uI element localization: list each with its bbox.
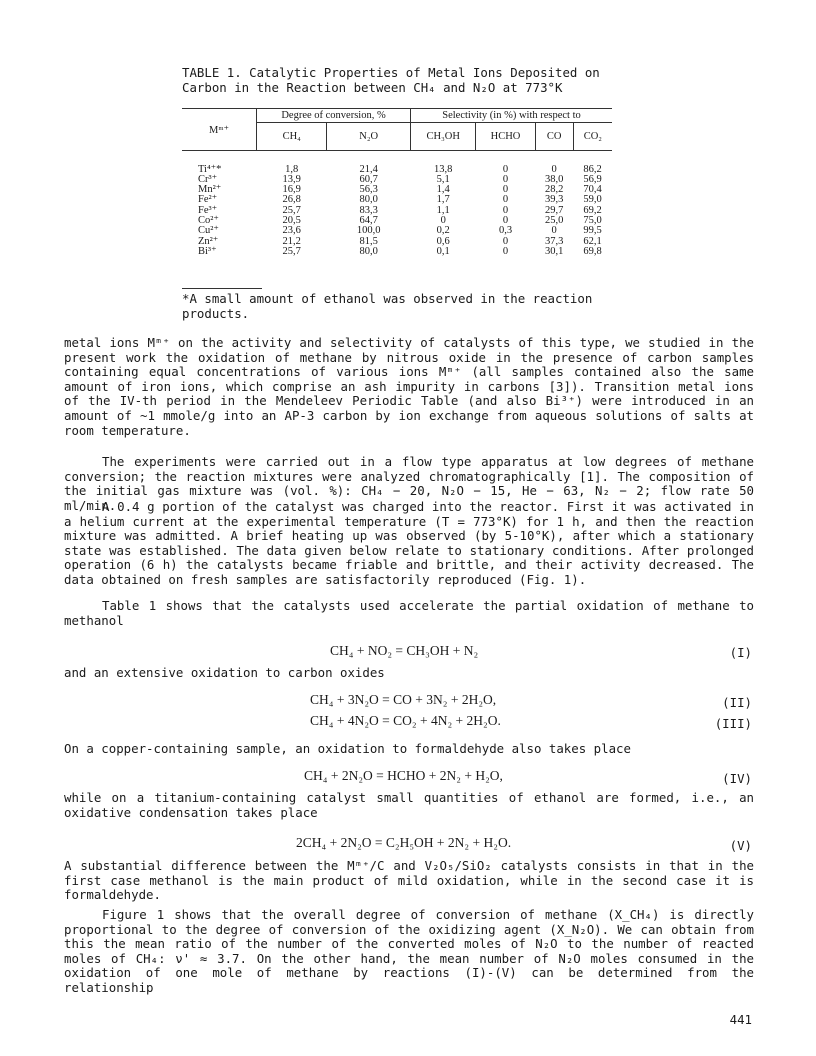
cell-value: 83,3 [359, 204, 378, 216]
cell-value: 23,6 [282, 225, 301, 237]
cell-value: 81,5 [359, 235, 378, 247]
paragraph-3: A 0.4 g portion of the catalyst was charged into the reactor. First it was activated in a helium current at the experimental temperature (T = 773°K) for 1 h, and then the reaction mixture was admitted. A brief heating up was observed (by 5-10°K), after which a stationary state was established. The data given below relate to stationary conditions. After prolonged operation (6 h) the catalysts became friable and brittle, and their activity decreased. The data obtained on fresh samples are satisfactorily reproduced (Fig. 1). [64, 499, 754, 587]
table-row [182, 216, 612, 226]
cell-value: 0 [502, 235, 509, 247]
col-header: HCHO [476, 123, 535, 151]
equation-3-number: (III) [714, 716, 752, 731]
paragraph-7: while on a titanium-containing catalyst small quantities of ethanol are formed, i.e., an oxidative condensation takes place [64, 790, 754, 820]
cell-value: 29,7 [544, 204, 564, 216]
group-header-conversion: Degree of conversion, % [257, 109, 411, 123]
cell-ion: Fe²⁺ [198, 194, 218, 206]
cell-value: 70,4 [583, 184, 602, 196]
cell-value: 0,3 [498, 225, 513, 237]
cell-value: 25,7 [282, 245, 301, 257]
cell-value: 0 [551, 225, 557, 237]
table-caption-line2: Carbon in the Reaction between CH₄ and N₂O at 773°K [182, 79, 563, 95]
equation-2-number: (II) [722, 695, 752, 710]
cell-value: 21,4 [359, 163, 378, 175]
cell-value: 5,1 [436, 173, 450, 185]
cell-ion: Cu²⁺ [198, 225, 219, 237]
cell-value: 62,1 [583, 235, 602, 247]
cell-value: 1,8 [285, 163, 299, 175]
cell-value: 0,2 [436, 225, 450, 237]
paragraph-8: A substantial difference between the Mᵐ⁺/C and V₂O₅/SiO₂ catalysts consists in that in the first case methanol is the main product of mild oxidation, while in the second case it is formaldehyde. [64, 858, 754, 903]
row-header-ion: Mᵐ⁺ [182, 109, 257, 151]
paragraph-6: On a copper-containing sample, an oxidation to formaldehyde also takes place [64, 741, 631, 756]
cell-value: 0 [502, 184, 509, 196]
table-caption-line1: TABLE 1. Catalytic Properties of Metal Ions Deposited on [182, 65, 600, 80]
cell-value: 25,0 [544, 214, 564, 226]
cell-value: 0 [502, 245, 509, 257]
cell-value: 99,5 [583, 225, 602, 237]
cell-value: 13,9 [282, 173, 301, 185]
paragraph-5: and an extensive oxidation to carbon oxides [64, 665, 385, 680]
equation-3: CH₄ + 4N₂O = CO₂ + 4N₂ + 2H₂O. [310, 713, 501, 728]
cell-value: 100,0 [356, 225, 381, 237]
cell-value: 0 [502, 163, 509, 175]
cell-value: 60,7 [359, 173, 378, 185]
paragraph-2: The experiments were carried out in a flow type apparatus at low degrees of methane conversion; the reaction mixtures were analyzed chromatographically [1]. The composition of the initial gas mixture was (vol. %): CH₄ − 20, N₂O − 15, He − 63, N₂ − 2; flow rate 50 ml/min. [64, 454, 754, 513]
cell-value: 0,6 [436, 235, 450, 247]
equation-5: 2CH₄ + 2N₂O = C₂H₅OH + 2N₂ + H₂O. [296, 835, 512, 850]
cell-value: 20,5 [282, 214, 301, 226]
cell-value: 0 [502, 194, 509, 206]
cell-value: 75,0 [583, 214, 602, 226]
equation-4-number: (IV) [722, 771, 752, 786]
table-row [182, 247, 612, 257]
cell-ion: Zn²⁺ [198, 235, 219, 247]
col-header: CO₂ [573, 123, 612, 151]
cell-value: 37,3 [544, 235, 564, 247]
col-header: CH₃OH [411, 123, 476, 151]
cell-value: 59,0 [583, 194, 602, 206]
footnote-rule [182, 288, 262, 289]
cell-value: 0 [502, 214, 509, 226]
catalytic-properties-table [182, 108, 612, 257]
paragraph-1: metal ions Mᵐ⁺ on the activity and selectivity of catalysts of this type, we studied in the present work the oxidation of methane by nitrous oxide in the presence of carbon samples containing equal concentrations of various ions Mᵐ⁺ (all samples contained also the same amount of iron ions, which comprise an ash impurity in carbons [3]). Transition metal ions of the IV-th period in the Mendeleev Periodic Table (and also Bi³⁺) were introduced in an amount of ~1 mmole/g into an AP-3 carbon by ion exchange from aqueous solutions of salts at room temperature. [64, 335, 754, 438]
cell-value: 16,9 [282, 184, 301, 196]
equation-4: CH₄ + 2N₂O = HCHO + 2N₂ + H₂O, [304, 768, 503, 783]
cell-value: 64,7 [359, 214, 378, 226]
cell-value: 0 [440, 214, 446, 226]
cell-value: 80,0 [359, 245, 378, 257]
cell-value: 56,3 [359, 184, 378, 196]
cell-ion: Fe³⁺ [198, 204, 218, 216]
cell-value: 25,7 [282, 204, 301, 216]
equation-5-number: (V) [729, 838, 752, 853]
table-footnote: *A small amount of ethanol was observed in the reaction products. [182, 291, 593, 321]
cell-value: 80,0 [359, 194, 378, 206]
cell-value: 1,4 [436, 184, 450, 196]
cell-ion: Cr³⁺ [198, 173, 218, 185]
col-header: N₂O [327, 123, 411, 151]
equation-1-number: (I) [729, 645, 752, 660]
cell-value: 13,8 [434, 163, 453, 175]
cell-value: 0 [502, 204, 509, 216]
col-header: CH₄ [257, 123, 327, 151]
cell-value: 56,9 [583, 173, 602, 185]
cell-value: 69,2 [583, 204, 602, 216]
equation-1: CH₄ + NO₂ = CH₃OH + N₂ [330, 643, 479, 658]
paragraph-9: Figure 1 shows that the overall degree of conversion of methane (X_CH₄) is directly proportional to the degree of conversion of the oxidizing agent (X_N₂O). We can obtain from this the mean ratio of the number of the converted moles of N₂O to the number of reacted moles of CH₄: ν' ≈ 3.7. On the other hand, the mean number of N₂O moles consumed in the oxidation of one mole of methane by reactions (I)-(V) can be determined from the relationship [64, 907, 754, 995]
cell-value: 39,3 [544, 194, 564, 206]
cell-value: 86,2 [583, 163, 602, 175]
cell-value: 1,1 [436, 204, 450, 216]
cell-value: 38,0 [544, 173, 564, 185]
cell-value: 30,1 [544, 245, 564, 257]
cell-ion: Bi³⁺ [198, 245, 217, 257]
cell-value: 0 [551, 163, 557, 175]
page-number: 441 [729, 1012, 752, 1027]
cell-value: 0 [502, 173, 509, 185]
table-caption [182, 66, 622, 95]
cell-value: 69,8 [583, 245, 602, 257]
group-header-selectivity: Selectivity (in %) with respect to [411, 109, 612, 123]
cell-value: 26,8 [282, 194, 301, 206]
cell-value: 21,2 [282, 235, 301, 247]
cell-value: 1,7 [436, 194, 450, 206]
equation-2: CH₄ + 3N₂O = CO + 3N₂ + 2H₂O, [310, 692, 497, 707]
cell-value: 0,1 [436, 245, 450, 257]
cell-ion: Co²⁺ [198, 214, 219, 226]
cell-value: 28,2 [544, 184, 564, 196]
paragraph-4: Table 1 shows that the catalysts used accelerate the partial oxidation of methane to methanol [64, 598, 754, 628]
col-header: CO [535, 123, 573, 151]
cell-ion: Mn²⁺ [198, 184, 222, 196]
cell-ion: Ti⁴⁺* [198, 163, 222, 175]
